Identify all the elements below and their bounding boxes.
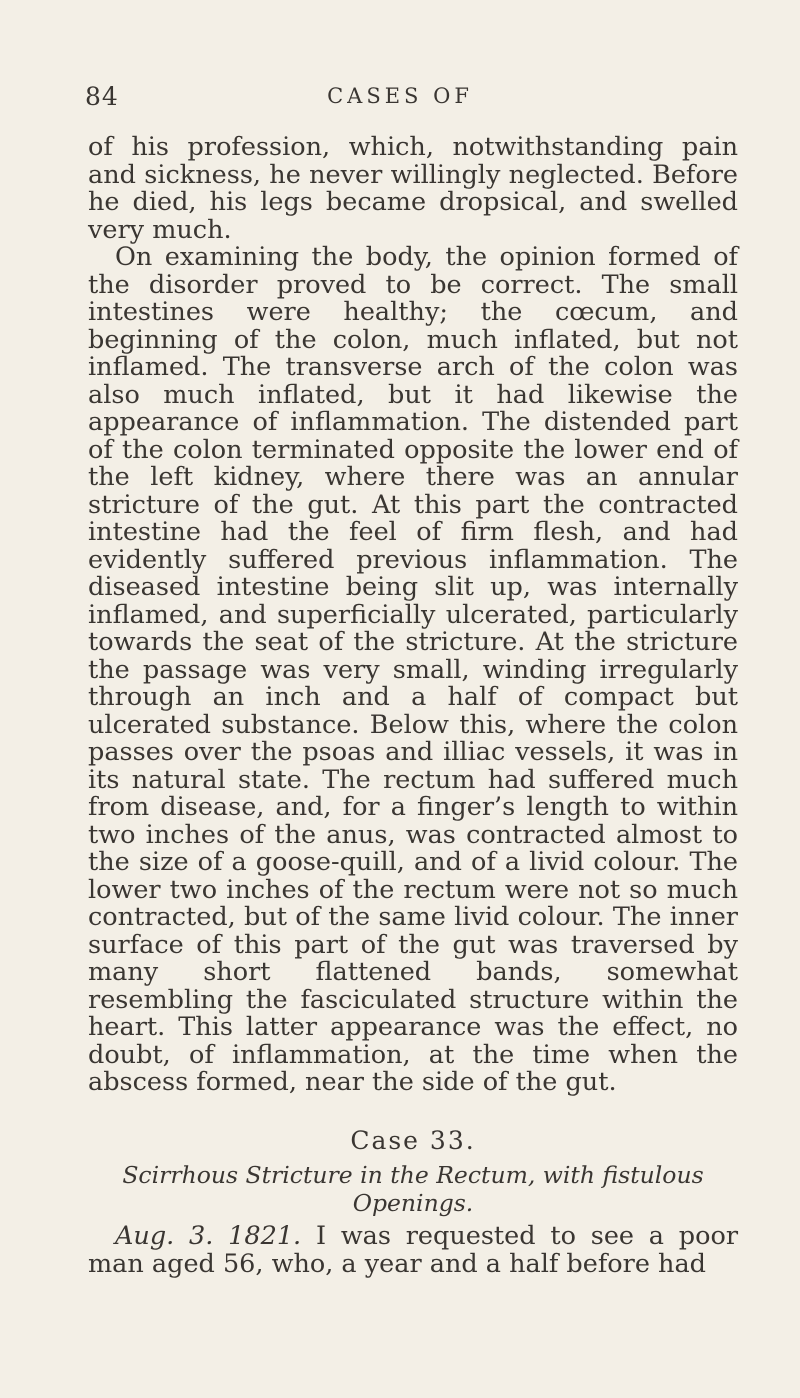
case-heading: Case 33. bbox=[350, 1125, 476, 1155]
case-subtitle: Scirrhous Stricture in the Rectum, with fistulous Openings. bbox=[122, 1161, 704, 1217]
case-date: Aug. 3. 1821. bbox=[115, 1221, 302, 1251]
body-text bbox=[88, 134, 738, 1278]
case-text: I was requested to see a poor man aged 56, who, a year and a half before had bbox=[88, 1221, 739, 1279]
page-header bbox=[0, 82, 800, 122]
paragraph-continuation: of his profession, which, notwithstanding pain and sickness, he never willingly neglected. Before he died, his legs became dropsical, and swelled very much. bbox=[88, 132, 738, 245]
case-paragraph bbox=[88, 1223, 738, 1278]
paragraph-autopsy: On examining the body, the opinion formed of the disorder proved to be correct. The small intestines were healthy; the cœcum, and beginning of the colon, much inflated, but not inflamed. The transverse arch of the colon was also much inflated, but it had likewise the appearance of inflammation. The distended part of the colon terminated opposite the lower end of the left kidney, where there was an annular stricture of the gut. At this part the contracted intestine had the feel of firm flesh, and had evidently suffered previous inflammation. The diseased intestine being slit up, was internally inflamed, and superficially ulcerated, particularly towards the seat of the stricture. At the stricture the passage was very small, winding irregularly through an inch and a half of compact but ulcerated substance. Below this, where the colon passes over the psoas and illiac vessels, it was in its natural state. The rectum had suffered much from disease, and, for a finger’s length to within two inches of the anus, was contracted almost to the size of a goose-quill, and of a livid colour. The lower two inches of the rectum were not so much contracted, but of the same livid colour. The inner surface of this part of the gut was traversed by many short flattened bands, somewhat resembling the fasciculated structure within the heart. This latter appearance was the effect, no doubt, of inflammation, at the time when the abscess formed, near the side of the gut. bbox=[88, 242, 738, 1097]
page-number: 84 bbox=[85, 82, 119, 111]
running-head: CASES OF bbox=[327, 84, 473, 108]
